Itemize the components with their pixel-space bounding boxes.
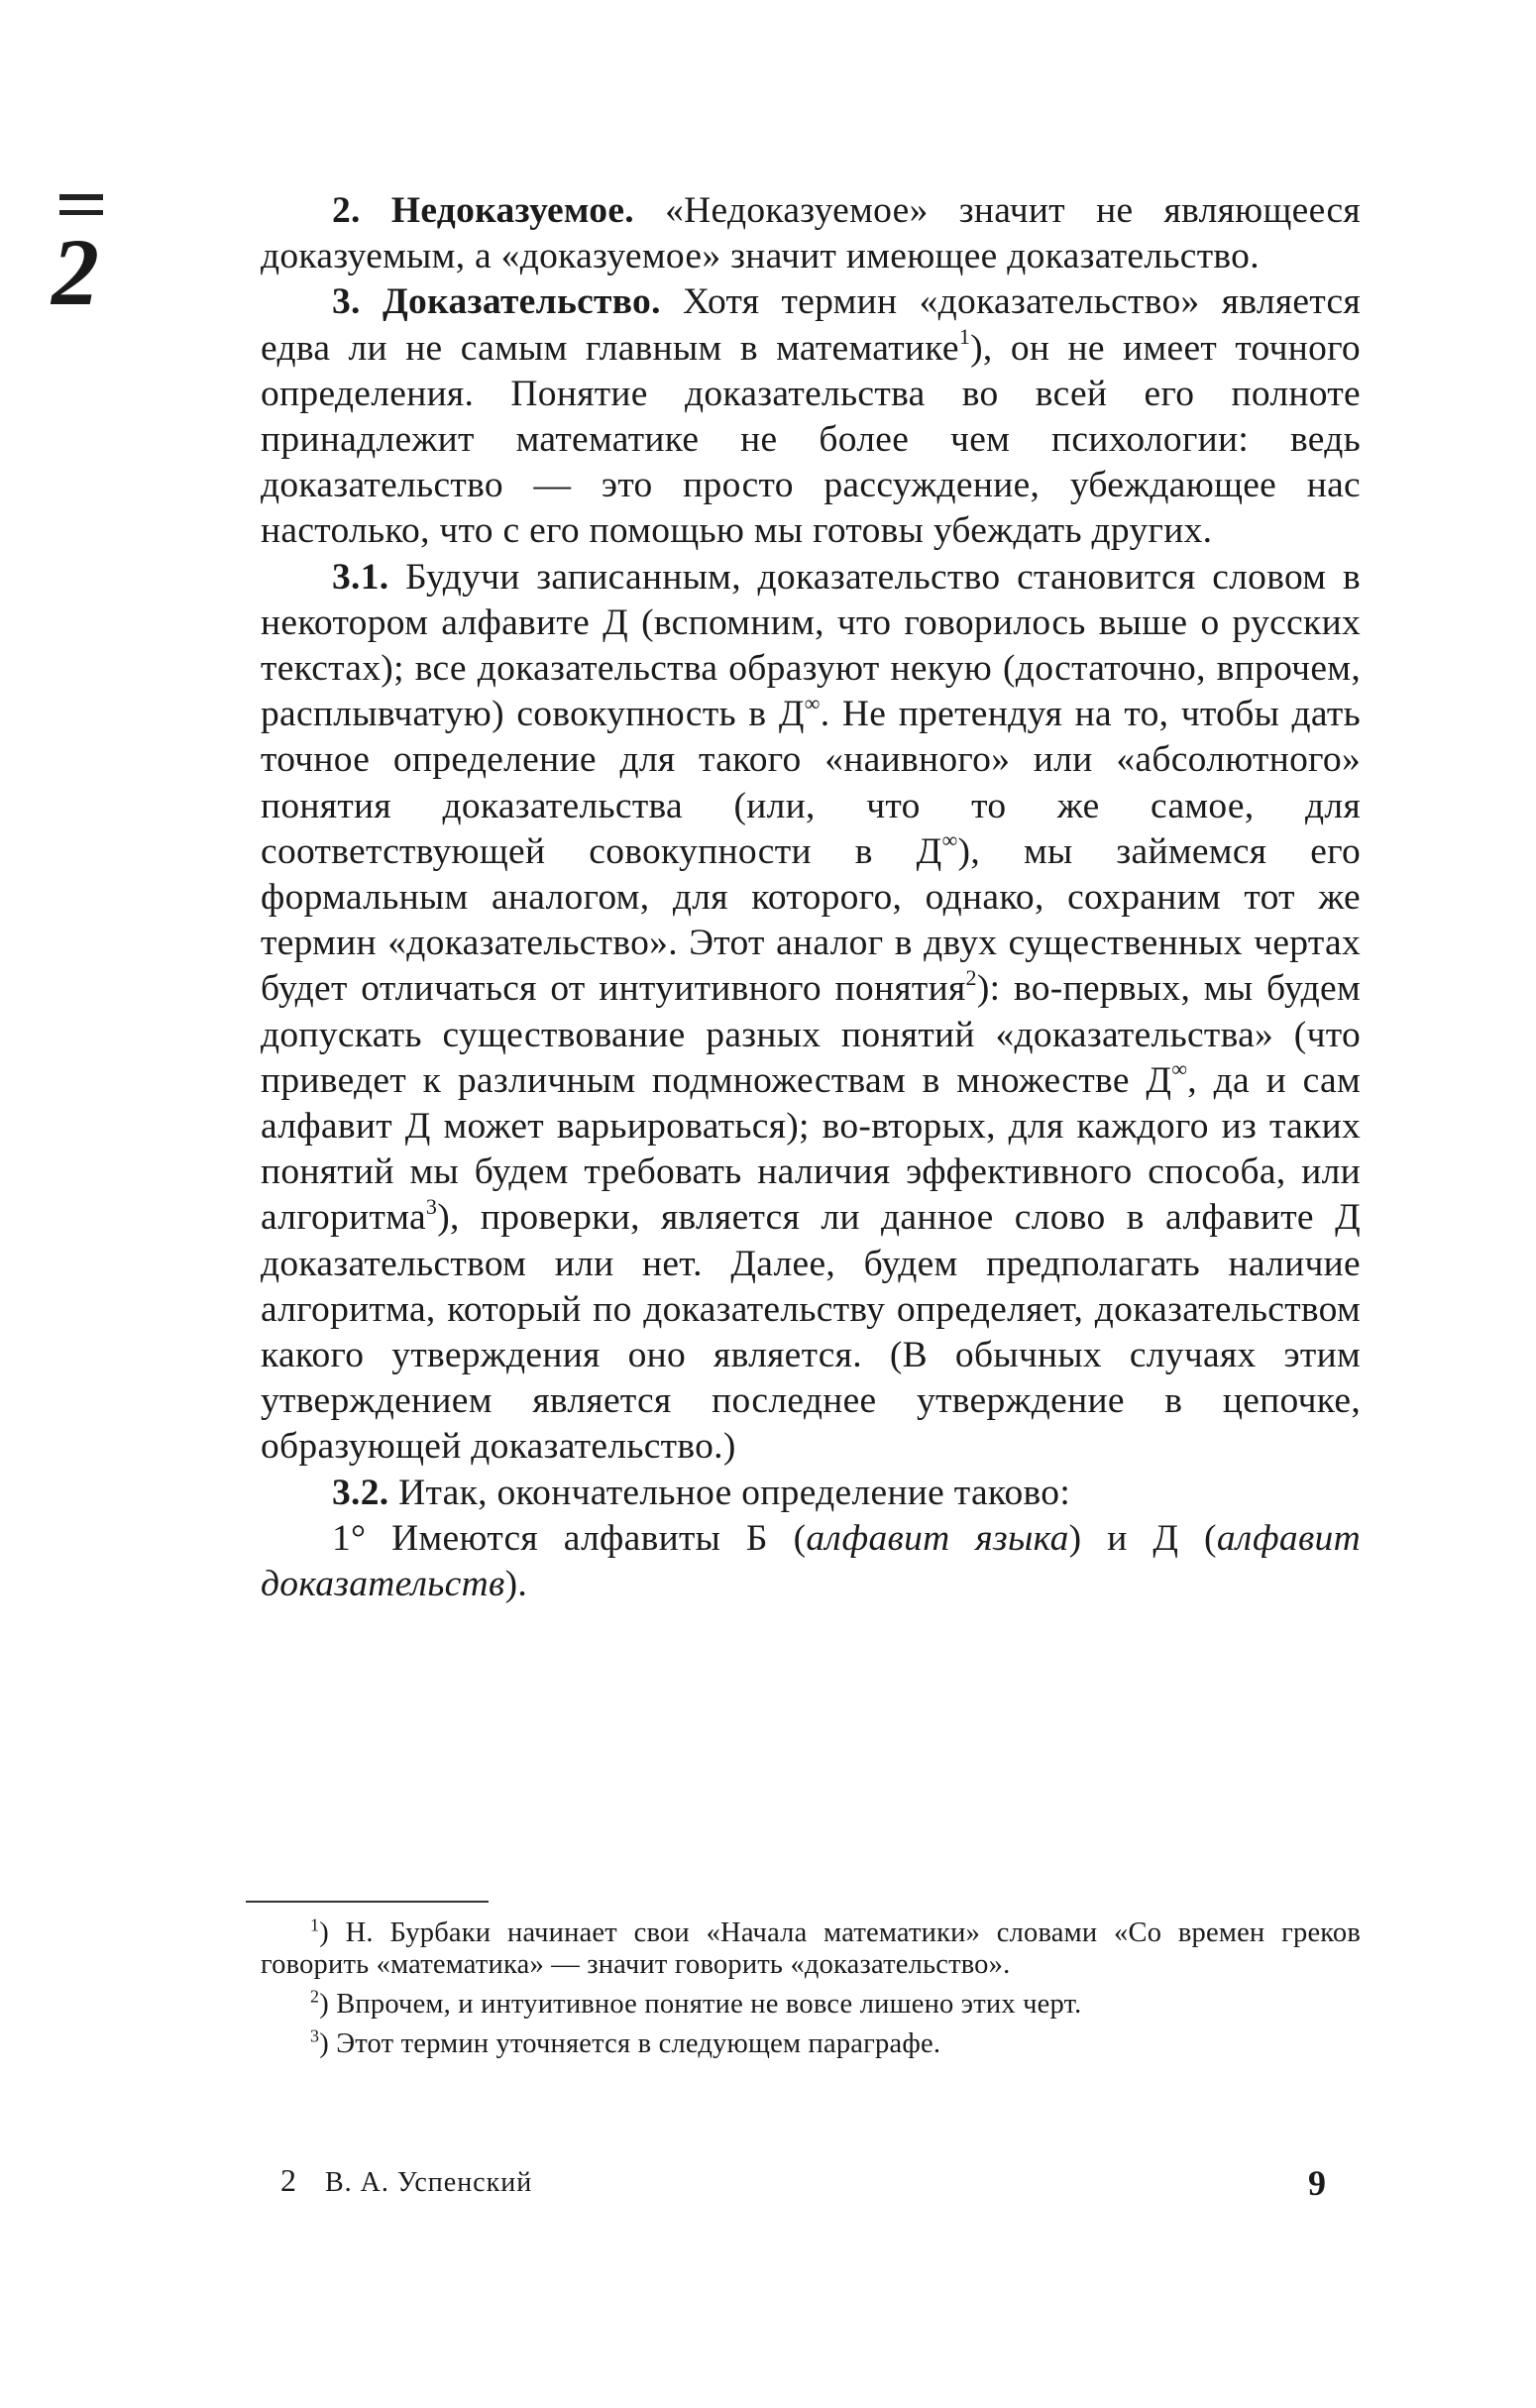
paragraph-2-unprovable	[261, 188, 1361, 279]
paragraph-text: . Не претендуя на то, чтобы дать точное определение для такого «наивного» или «абсолютного» понятия доказательства (или, что то же самое, для соответствующей совокупности в Д	[261, 694, 1361, 872]
footnote-marker: 3	[310, 2025, 320, 2046]
footnote-text: ) Впрочем, и интуитивное понятие не вовсе лишено этих черт.	[319, 1989, 1082, 2020]
paragraph-text: ), проверки, является ли данное слово в алфавите Д доказательством или нет. Далее, будем предполагать наличие алгоритма, который по доказательству определяет, доказательством какого утверждения оно является. (В обычных случаях этим утверждением является последнее утверждение в цепочке, образующей доказательство.)	[261, 1197, 1361, 1468]
infinity-superscript: ∞	[941, 827, 958, 853]
printer-signature-mark	[52, 194, 111, 325]
paragraph-text: «Недоказуемое» значит не являющееся доказуемым, а «доказуемое» значит имеющее доказательство.	[261, 190, 1361, 277]
signature-bar-icon	[59, 194, 103, 215]
footnote-3	[261, 2025, 1361, 2060]
section-term: Доказательство.	[382, 281, 661, 323]
paragraph-3-2	[261, 1471, 1361, 1516]
section-number: 3.1.	[332, 556, 389, 598]
page-number: 9	[1308, 2163, 1326, 2203]
paragraph-text: ) и Д (	[1068, 1517, 1217, 1559]
italic-term: алфавит доказательств	[261, 1517, 1361, 1605]
infinity-superscript: ∞	[1171, 1056, 1188, 1082]
footnote-ref: 1	[958, 324, 971, 350]
footnote-marker: 2	[310, 1986, 320, 2007]
section-number: 3.	[332, 281, 361, 323]
footnote-ref: 3	[425, 1193, 438, 1219]
infinity-superscript: ∞	[804, 690, 821, 715]
paragraph-text: Хотя термин «доказательство» является едва ли не самым главным в математике	[261, 281, 1361, 369]
paragraph-text: Будучи записанным, доказательство становится словом в некотором алфавите Д (вспомним, что говорилось выше о русских текстах); все доказательства образуют некую (достаточно, впрочем, расплывчатую) совокупность в Д	[261, 556, 1361, 735]
footnote-marker: 1	[310, 1915, 320, 1935]
paragraph-text: 1° Имеются алфавиты Б (	[332, 1517, 807, 1559]
author-name: В. А. Успенский	[325, 2167, 533, 2198]
footnote-2	[261, 1986, 1361, 2021]
printer-signature	[280, 2162, 532, 2199]
body-text	[261, 188, 1361, 1607]
section-number: 3.2.	[332, 1472, 389, 1513]
footnote-text: ) Н. Бурбаки начинает свои «Начала математики» словами «Со времен греков говорить «математика» — значит говорить «доказательство».	[261, 1917, 1361, 1980]
footnote-text: ) Этот термин уточняется в следующем параграфе.	[319, 2028, 941, 2059]
footnotes	[261, 1917, 1361, 2068]
paragraph-text: ): во-первых, мы будем допускать существование разных понятий «доказательства» (что приведет к различным подмножествам в множестве Д	[261, 968, 1361, 1101]
footnote-ref: 2	[965, 964, 977, 990]
paragraph-text: Итак, окончательное определение таково:	[398, 1472, 1071, 1513]
paragraph-item-1	[261, 1516, 1361, 1607]
paragraph-3-proof	[261, 279, 1361, 554]
italic-term: алфавит языка	[806, 1517, 1069, 1559]
paragraph-text: ).	[504, 1564, 528, 1605]
signature-digit: 2	[52, 219, 99, 325]
paragraph-text: ), мы займемся его формальным аналогом, для которого, однако, сохраним тот же термин «доказательство». Этот аналог в двух существенных чертах будет отличаться от интуитивного понятия	[261, 830, 1361, 1010]
footnote-1	[261, 1917, 1361, 1981]
sheet-number: 2	[280, 2162, 297, 2198]
paragraph-text: , да и сам алфавит Д может варьироваться); во-вторых, для каждого из таких понятий мы будем требовать наличия эффективного способа, или алгоритма	[261, 1059, 1361, 1239]
footnote-divider	[246, 1901, 489, 1903]
section-term: Недоказуемое.	[390, 190, 634, 231]
section-number: 2.	[332, 190, 361, 231]
paragraph-text: ), он не имеет точного определения. Понятие доказательства во всей его полноте принадлежит математике не более чем психологии: ведь доказательство — это просто рассуждение, убеждающее нас настолько, что с его помощью мы готовы убеждать других.	[261, 327, 1361, 552]
paragraph-3-1	[261, 555, 1361, 1471]
